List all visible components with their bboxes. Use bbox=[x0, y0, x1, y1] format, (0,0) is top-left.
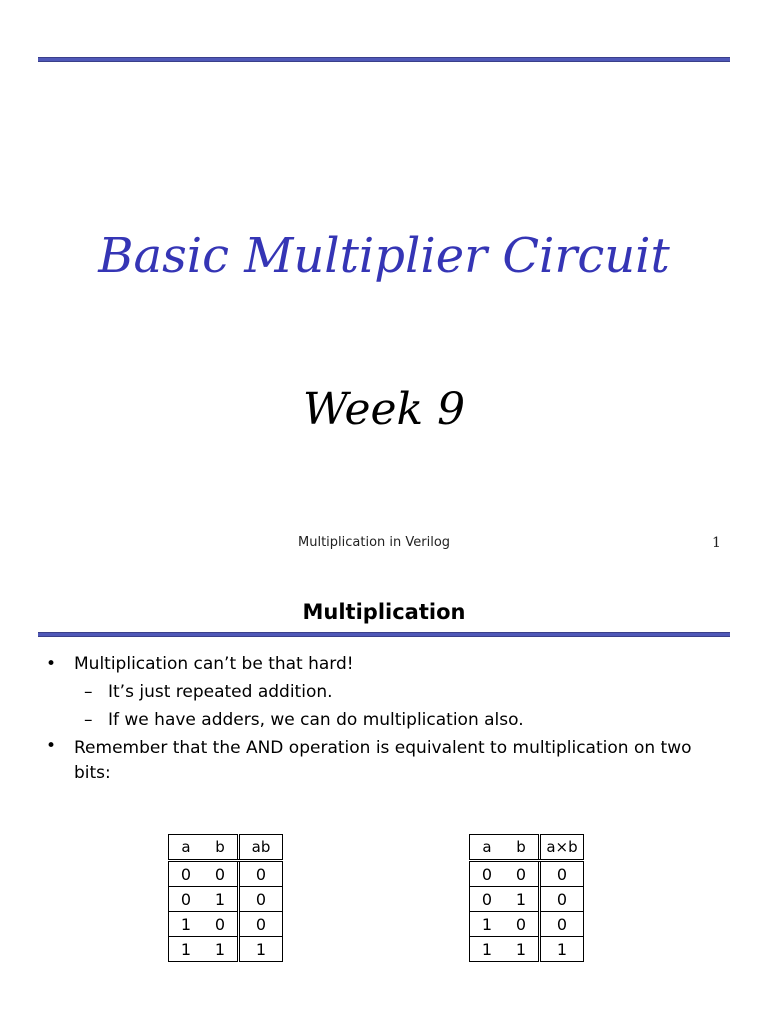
table-cell: 1 bbox=[470, 937, 505, 962]
header-cell: b bbox=[203, 835, 239, 861]
table-row bbox=[169, 887, 283, 912]
bullet-item bbox=[44, 650, 734, 678]
table-header-row bbox=[470, 835, 584, 861]
dash-marker: – bbox=[84, 682, 93, 702]
section-heading: Multiplication bbox=[302, 600, 466, 624]
table-cell: 0 bbox=[239, 887, 283, 912]
table-row bbox=[470, 861, 584, 887]
table-cell: 1 bbox=[504, 887, 540, 912]
table-cell: 0 bbox=[169, 861, 204, 887]
table-row bbox=[169, 861, 283, 887]
header-cell: a×b bbox=[540, 835, 584, 861]
bullet-item bbox=[44, 734, 734, 786]
table-cell: 0 bbox=[169, 887, 204, 912]
table-cell: 1 bbox=[470, 912, 505, 937]
bullet-text-line2: bits: bbox=[74, 763, 111, 783]
multiplication-truth-table bbox=[469, 834, 584, 962]
table-cell: 1 bbox=[169, 912, 204, 937]
table-cell: 0 bbox=[504, 861, 540, 887]
slide-footer: Multiplication in Verilog bbox=[298, 535, 451, 550]
header-cell: ab bbox=[239, 835, 283, 861]
bullet-list bbox=[44, 650, 734, 786]
dash-marker: – bbox=[84, 710, 93, 730]
table-cell: 1 bbox=[203, 887, 239, 912]
table-row bbox=[470, 887, 584, 912]
table-row bbox=[169, 937, 283, 962]
table-cell: 1 bbox=[504, 937, 540, 962]
top-rule bbox=[38, 57, 730, 62]
table-cell: 0 bbox=[203, 861, 239, 887]
page-number: 1 bbox=[712, 535, 721, 551]
bullet-text-line1: Remember that the AND operation is equivalent to multiplication on two bbox=[74, 738, 692, 758]
table-header-row bbox=[169, 835, 283, 861]
heading-rule bbox=[38, 632, 730, 637]
sub-bullet-text: It’s just repeated addition. bbox=[108, 682, 333, 702]
header-cell: b bbox=[504, 835, 540, 861]
table-cell: 0 bbox=[470, 887, 505, 912]
sub-bullet-item bbox=[44, 678, 734, 706]
table-cell: 1 bbox=[203, 937, 239, 962]
table-row bbox=[470, 912, 584, 937]
table-cell: 1 bbox=[169, 937, 204, 962]
table-row bbox=[470, 937, 584, 962]
bullet-dot: • bbox=[45, 736, 57, 756]
sub-bullet-text: If we have adders, we can do multiplication also. bbox=[108, 710, 524, 730]
table-cell: 0 bbox=[239, 912, 283, 937]
header-cell: a bbox=[470, 835, 505, 861]
bullet-text: Multiplication can’t be that hard! bbox=[74, 654, 354, 674]
table-cell: 0 bbox=[540, 887, 584, 912]
table-row bbox=[169, 912, 283, 937]
slide-title: Basic Multiplier Circuit bbox=[98, 228, 670, 284]
bullet-dot: • bbox=[45, 654, 57, 674]
header-cell: a bbox=[169, 835, 204, 861]
table-cell: 0 bbox=[239, 861, 283, 887]
table-cell: 0 bbox=[540, 912, 584, 937]
slide-subtitle: Week 9 bbox=[302, 384, 466, 435]
table-cell: 1 bbox=[540, 937, 584, 962]
table-cell: 0 bbox=[504, 912, 540, 937]
table-cell: 0 bbox=[203, 912, 239, 937]
table-cell: 1 bbox=[239, 937, 283, 962]
sub-bullet-item bbox=[44, 706, 734, 734]
and-truth-table bbox=[168, 834, 283, 962]
table-cell: 0 bbox=[470, 861, 505, 887]
table-cell: 0 bbox=[540, 861, 584, 887]
